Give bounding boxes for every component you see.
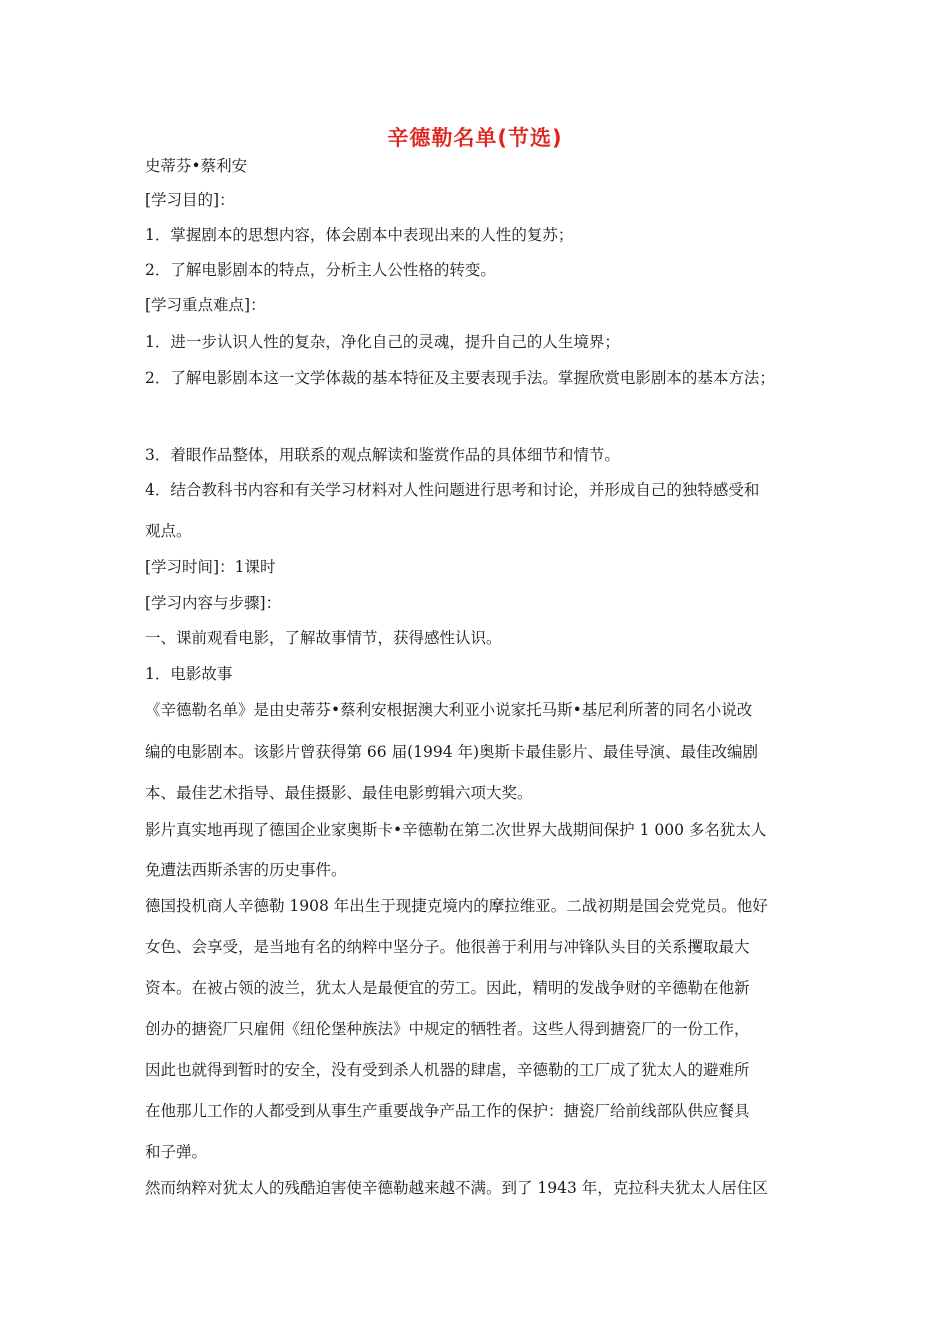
text-line: 4．结合教科书内容和有关学习材料对人性问题进行思考和讨论，并形成自己的独特感受和 [145, 481, 760, 499]
text-line: 观点。 [145, 522, 192, 540]
text-line: 免遭法西斯杀害的历史事件。 [145, 861, 347, 879]
text-line: 因此也就得到暂时的安全，没有受到杀人机器的肆虐，辛德勒的工厂成了犹太人的避难所 [145, 1061, 750, 1079]
text-line: 2．了解电影剧本这一文学体裁的基本特征及主要表现手法。掌握欣赏电影剧本的基本方法； [145, 369, 775, 387]
text-line: [学习目的]： [145, 191, 235, 209]
text-line: [学习重点难点]： [145, 296, 266, 314]
text-line: 影片真实地再现了德国企业家奥斯卡•辛德勒在第二次世界大战期间保护 1 000 多名犹太人 [145, 821, 767, 839]
text-line: 和子弹。 [145, 1143, 208, 1161]
text-line: 1．进一步认识人性的复杂，净化自己的灵魂，提升自己的人生境界； [145, 333, 620, 351]
text-line: 一、课前观看电影，了解故事情节，获得感性认识。 [145, 629, 502, 647]
text-line: 资本。在被占领的波兰，犹太人是最便宜的劳工。因此，精明的发战争财的辛德勒在他新 [145, 979, 750, 997]
text-line: 3．着眼作品整体，用联系的观点解读和鉴赏作品的具体细节和情节。 [145, 446, 620, 464]
document-title: 辛德勒名单(节选) [387, 126, 563, 150]
text-line: 1．电影故事 [145, 665, 233, 683]
text-line: 2．了解电影剧本的特点，分析主人公性格的转变。 [145, 261, 496, 279]
text-line: 女色、会享受，是当地有名的纳粹中坚分子。他很善于利用与冲锋队头目的关系攫取最大 [145, 938, 750, 956]
text-line: 创办的搪瓷厂只雇佣《纽伦堡种族法》中规定的牺牲者。这些人得到搪瓷厂的一份工作， [145, 1020, 750, 1038]
text-line: 然而纳粹对犹太人的残酷迫害使辛德勒越来越不满。到了 1943 年，克拉科夫犹太人居住区 [145, 1179, 768, 1197]
text-line: [学习内容与步骤]： [145, 594, 282, 612]
author-line: 史蒂芬•蔡利安 [145, 157, 248, 175]
text-line: 编的电影剧本。该影片曾获得第 66 届(1994 年)奥斯卡最佳影片、最佳导演、最佳改编剧 [145, 743, 759, 761]
text-line: [学习时间]：1课时 [145, 558, 276, 576]
text-line: 1．掌握剧本的思想内容，体会剧本中表现出来的人性的复苏； [145, 226, 574, 244]
text-line: 在他那儿工作的人都受到从事生产重要战争产品工作的保护：搪瓷厂给前线部队供应餐具 [145, 1102, 750, 1120]
text-line: 德国投机商人辛德勒 1908 年出生于现捷克境内的摩拉维亚。二战初期是国会党党员。他好 [145, 897, 768, 915]
text-line: 《辛德勒名单》是由史蒂芬•蔡利安根据澳大利亚小说家托马斯•基尼利所著的同名小说改 [145, 701, 753, 719]
text-line: 本、最佳艺术指导、最佳摄影、最佳电影剪辑六项大奖。 [145, 784, 533, 802]
